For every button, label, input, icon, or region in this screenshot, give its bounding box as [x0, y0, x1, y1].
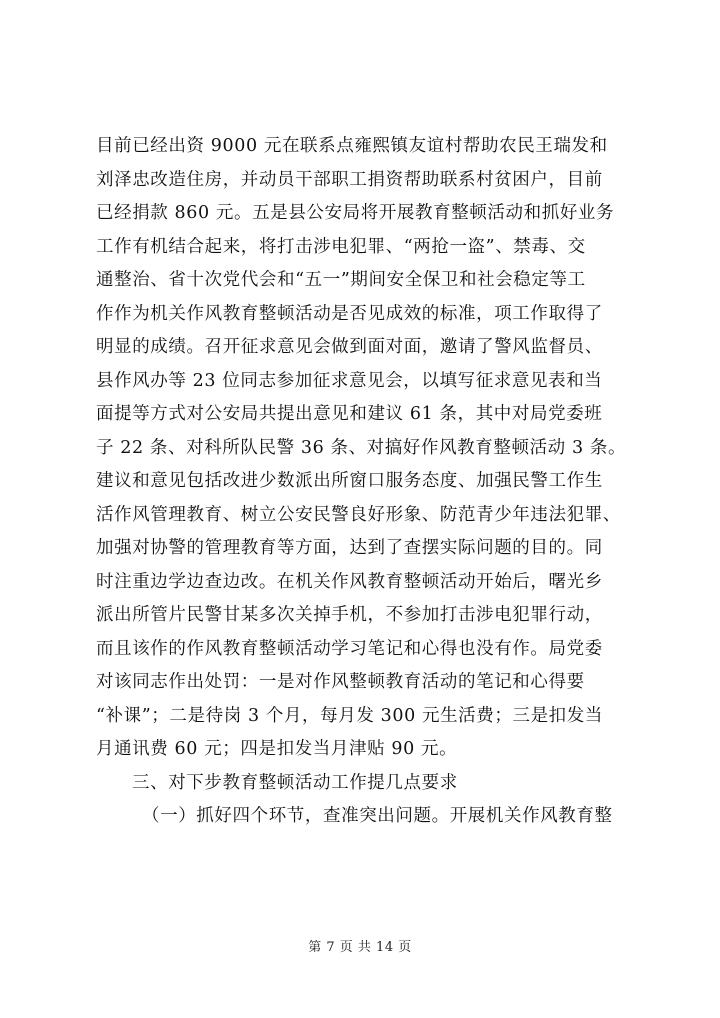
text-line: “补课”；二是待岗 3 个月，每月发 300 元生活费；三是扣发当: [96, 705, 603, 726]
text-line: 建议和意见包括改进少数派出所窗口服务态度、加强民警工作生: [96, 471, 603, 491]
text-line: 月通讯费 60 元；四是扣发当月津贴 90 元。: [96, 739, 458, 759]
body-text: [96, 130, 636, 834]
text-line: 县作风办等 23 位同志参加征求意见会，以填写征求意见表和当: [96, 370, 603, 391]
text-line: 子 22 条、对科所队民警 36 条、对搞好作风教育整顿活动 3 条。: [96, 437, 627, 458]
text-line: 已经捐款 860 元。五是县公安局将开展教育整顿活动和抓好业务: [96, 203, 615, 223]
text-line: 作作为机关作风教育整顿活动是否见成效的标准，项工作取得了: [96, 303, 603, 324]
text-line: 派出所管片民警甘某多次关掉手机，不参加打击涉电犯罪行动，: [96, 605, 603, 625]
text-line: 对该同志作出处罚：一是对作风整顿教育活动的笔记和心得要: [96, 672, 585, 692]
text-line: 而且该作的作风教育整顿活动学习笔记和心得也没有作。局党委: [96, 638, 603, 659]
text-line: 明显的成绩。召开征求意见会做到面对面，邀请了警风监督员、: [96, 337, 603, 357]
text-line: 加强对协警的管理教育等方面，达到了查摆实际问题的目的。同: [96, 538, 603, 558]
subsection-line: （一）抓好四个环节，查准突出问题。开展机关作风教育整: [142, 806, 613, 826]
text-line: 时注重边学边查边改。在机关作风教育整顿活动开始后，曙光乡: [96, 571, 603, 592]
text-line: 目前已经出资 9000 元在联系点雍熙镇友谊村帮助农民王瑞发和: [96, 136, 608, 156]
text-line: 通整治、省十次党代会和“五一”期间安全保卫和社会稳定等工: [96, 270, 586, 290]
page-footer: 第 7 页 共 14 页: [308, 940, 412, 955]
text-line: 工作有机结合起来，将打击涉电犯罪、“两抢一盗”、禁毒、交: [96, 236, 586, 257]
text-line: 面提等方式对公安局共提出意见和建议 61 条，其中对局党委班: [96, 404, 603, 424]
section-heading: 三、对下步教育整顿活动工作提几点要求: [132, 772, 458, 793]
text-line: 刘泽忠改造住房，并动员干部职工捐资帮助联系村贫困户，目前: [96, 169, 603, 190]
text-line: 活作风管理教育、树立公安民警良好形象、防范青少年违法犯罪、: [96, 504, 621, 525]
